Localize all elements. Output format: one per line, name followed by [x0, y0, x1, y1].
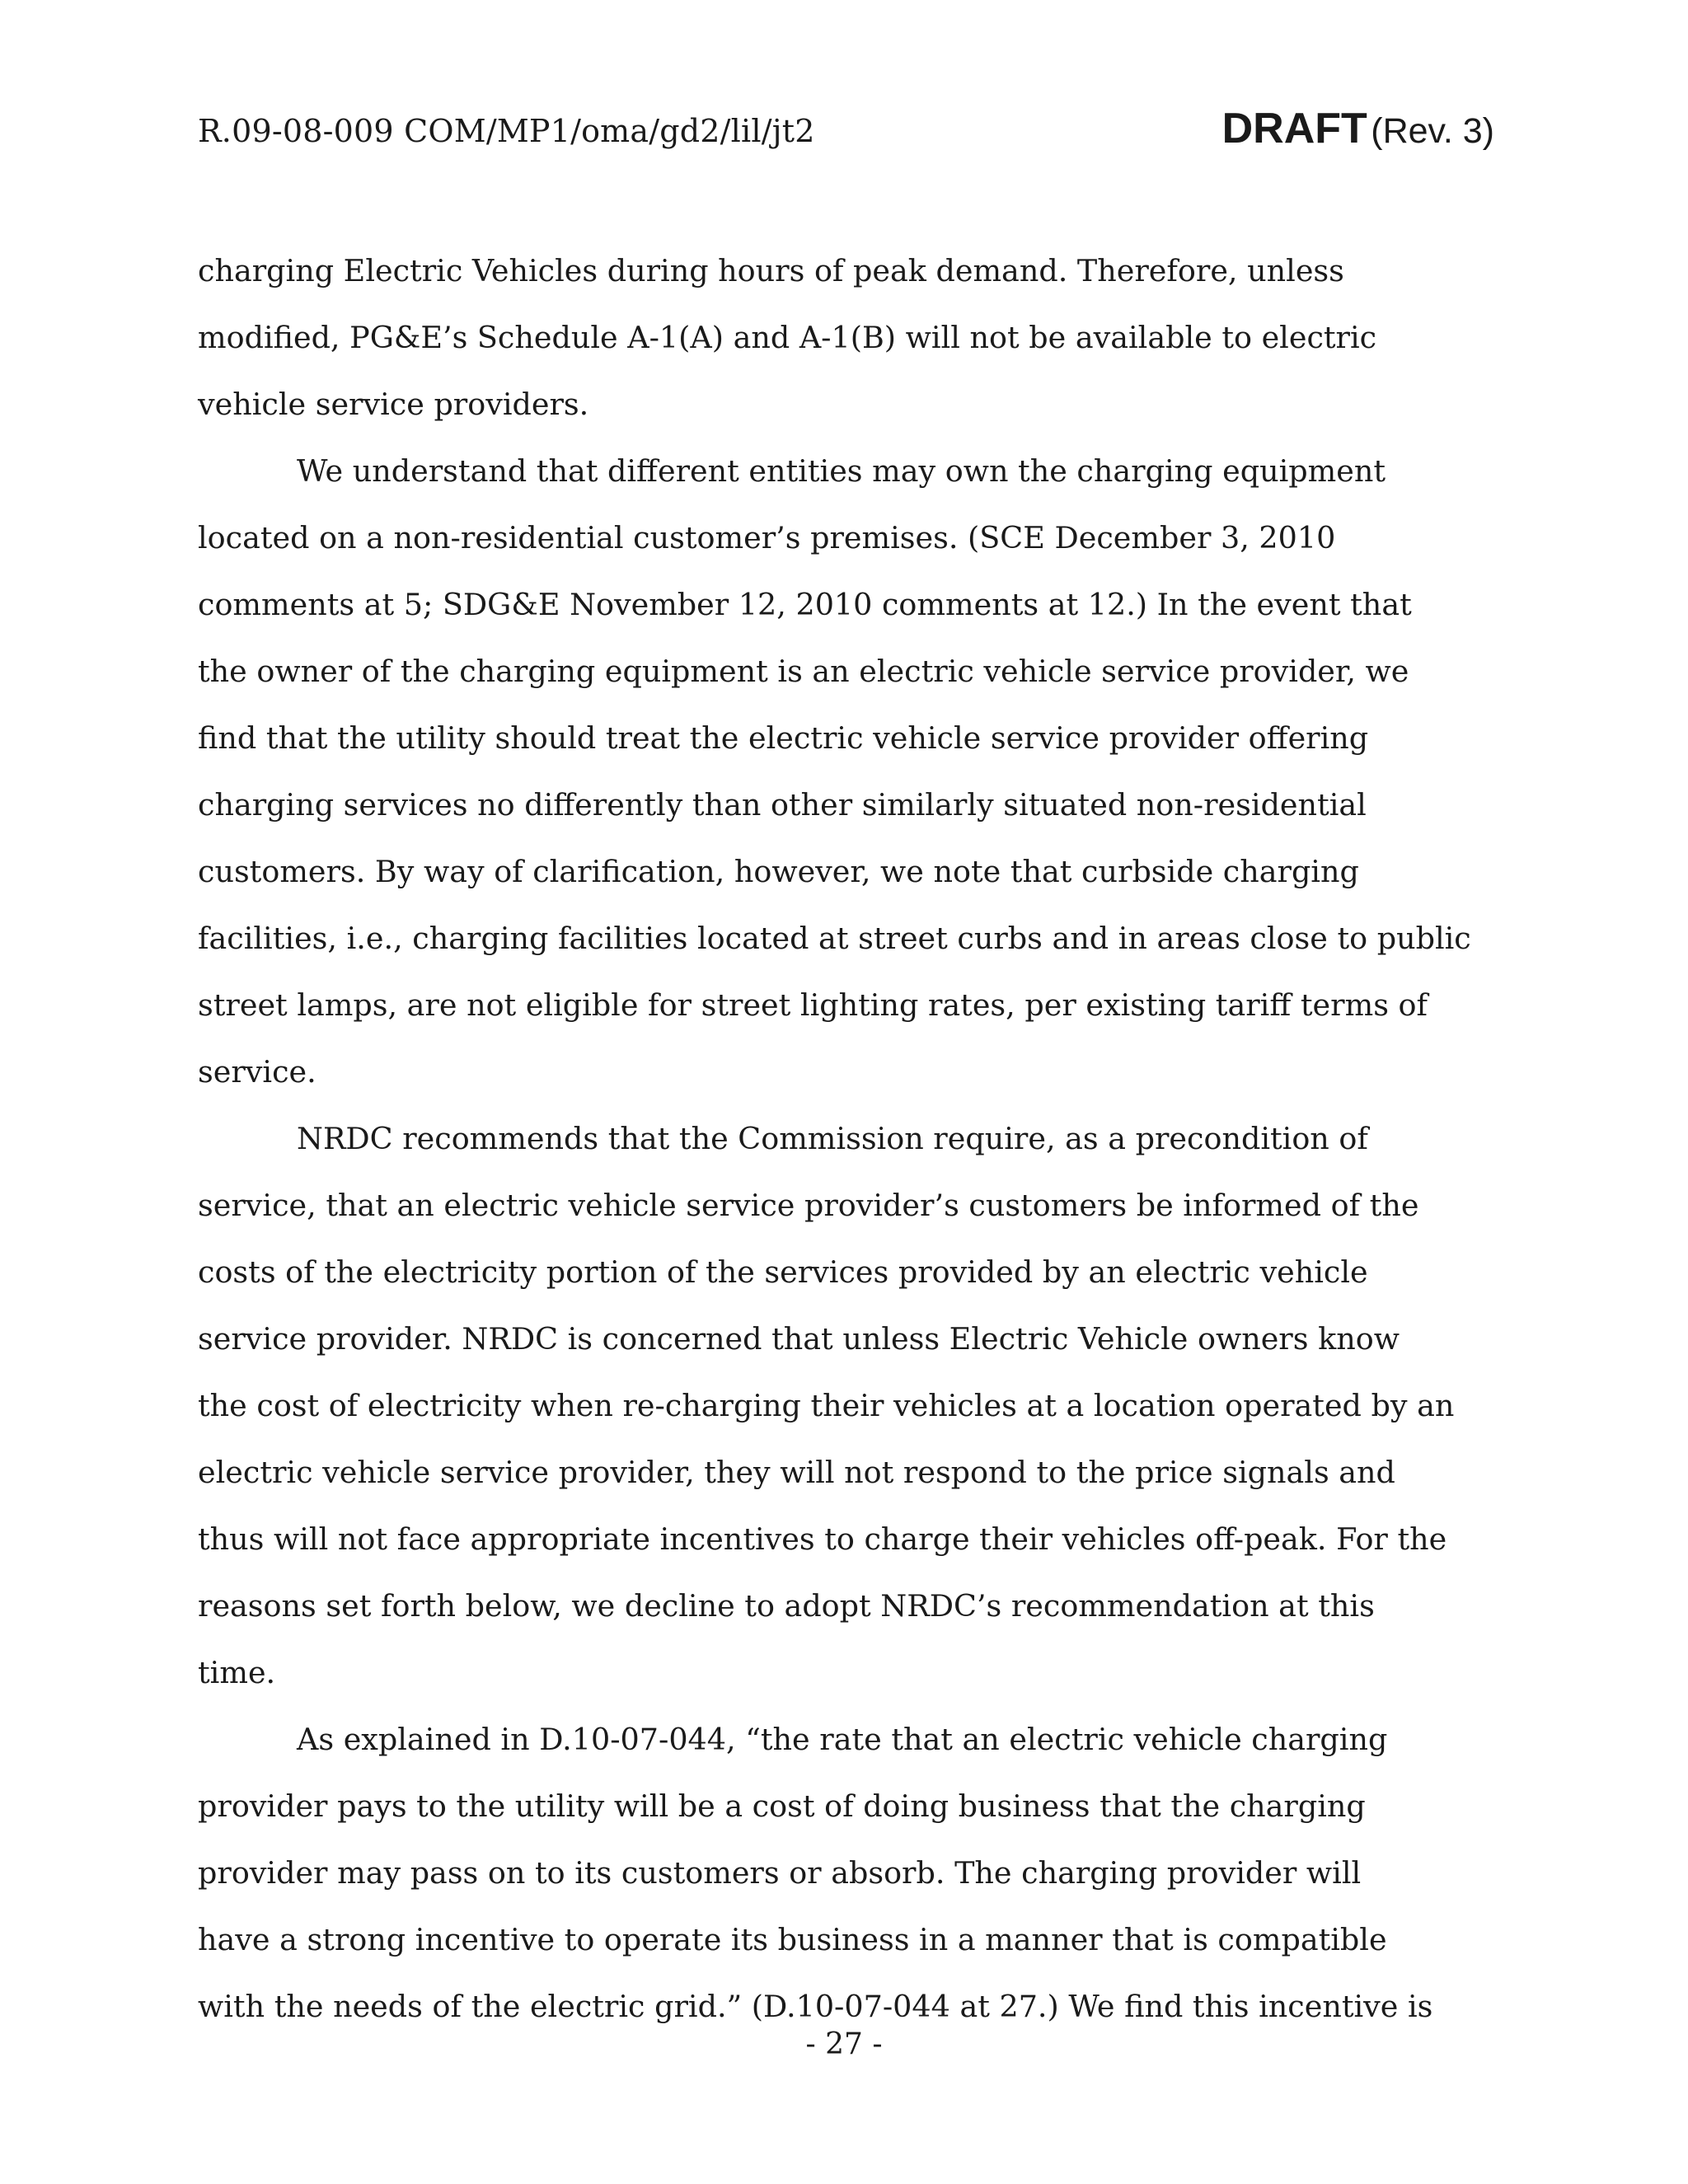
draft-stamp — [1222, 102, 1494, 157]
docket-number: R.09-08-009 COM/MP1/oma/gd2/lil/jt2 — [198, 113, 815, 149]
text-line: service, that an electric vehicle service provider’s customers be informed of the — [198, 1188, 1419, 1223]
text-line: costs of the electricity portion of the services provided by an electric vehicle — [198, 1254, 1368, 1290]
text-line: the owner of the charging equipment is an electric vehicle service provider, we — [198, 654, 1409, 689]
paragraph-3 — [198, 1105, 1517, 1706]
paragraph-1 — [198, 237, 1517, 438]
text-line: facilities, i.e., charging facilities located at street curbs and in areas close to public — [198, 921, 1471, 956]
text-line: modified, PG&E’s Schedule A-1(A) and A-1(B) will not be available to electric — [198, 320, 1377, 355]
text-line: find that the utility should treat the electric vehicle service provider offering — [198, 720, 1369, 756]
text-line: comments at 5; SDG&E November 12, 2010 comments at 12.) In the event that — [198, 587, 1412, 622]
text-line: thus will not face appropriate incentives to charge their vehicles off-peak. For the — [198, 1521, 1447, 1557]
text-line: customers. By way of clarification, however, we note that curbside charging — [198, 854, 1359, 889]
text-line: We understand that different entities may own the charging equipment — [297, 453, 1386, 489]
paragraph-2 — [198, 438, 1517, 1105]
page-number: - 27 - — [805, 2027, 883, 2061]
text-line: As explained in D.10-07-044, “the rate that an electric vehicle charging — [297, 1722, 1388, 1757]
text-line: street lamps, are not eligible for street lighting rates, per existing tariff terms of — [198, 987, 1428, 1023]
document-body — [198, 237, 1517, 2040]
text-line: time. — [198, 1655, 276, 1690]
page-header — [198, 102, 1494, 160]
text-line: service. — [198, 1054, 316, 1090]
text-line: have a strong incentive to operate its business in a manner that is compatible — [198, 1922, 1387, 1957]
text-line: NRDC recommends that the Commission require, as a precondition of — [297, 1121, 1368, 1156]
paragraph-4 — [198, 1706, 1517, 2040]
text-line: located on a non-residential customer’s premises. (SCE December 3, 2010 — [198, 520, 1336, 555]
draft-label: DRAFT — [1221, 105, 1367, 152]
revision-label: (Rev. 3) — [1371, 111, 1494, 151]
text-line: provider may pass on to its customers or absorb. The charging provider will — [198, 1855, 1362, 1891]
text-line: service provider. NRDC is concerned that unless Electric Vehicle owners know — [198, 1321, 1400, 1357]
text-line: charging Electric Vehicles during hours of peak demand. Therefore, unless — [198, 253, 1344, 288]
text-line: reasons set forth below, we decline to adopt NRDC’s recommendation at this — [198, 1588, 1375, 1624]
text-line: electric vehicle service provider, they will not respond to the price signals and — [198, 1455, 1395, 1490]
text-line: charging services no differently than other similarly situated non-residential — [198, 787, 1367, 823]
text-line: provider pays to the utility will be a cost of doing business that the charging — [198, 1788, 1366, 1824]
text-line: vehicle service providers. — [198, 387, 589, 422]
text-line: the cost of electricity when re-charging their vehicles at a location operated by an — [198, 1388, 1455, 1423]
text-line: with the needs of the electric grid.” (D.10-07-044 at 27.) We find this incentive is — [198, 1989, 1433, 2024]
